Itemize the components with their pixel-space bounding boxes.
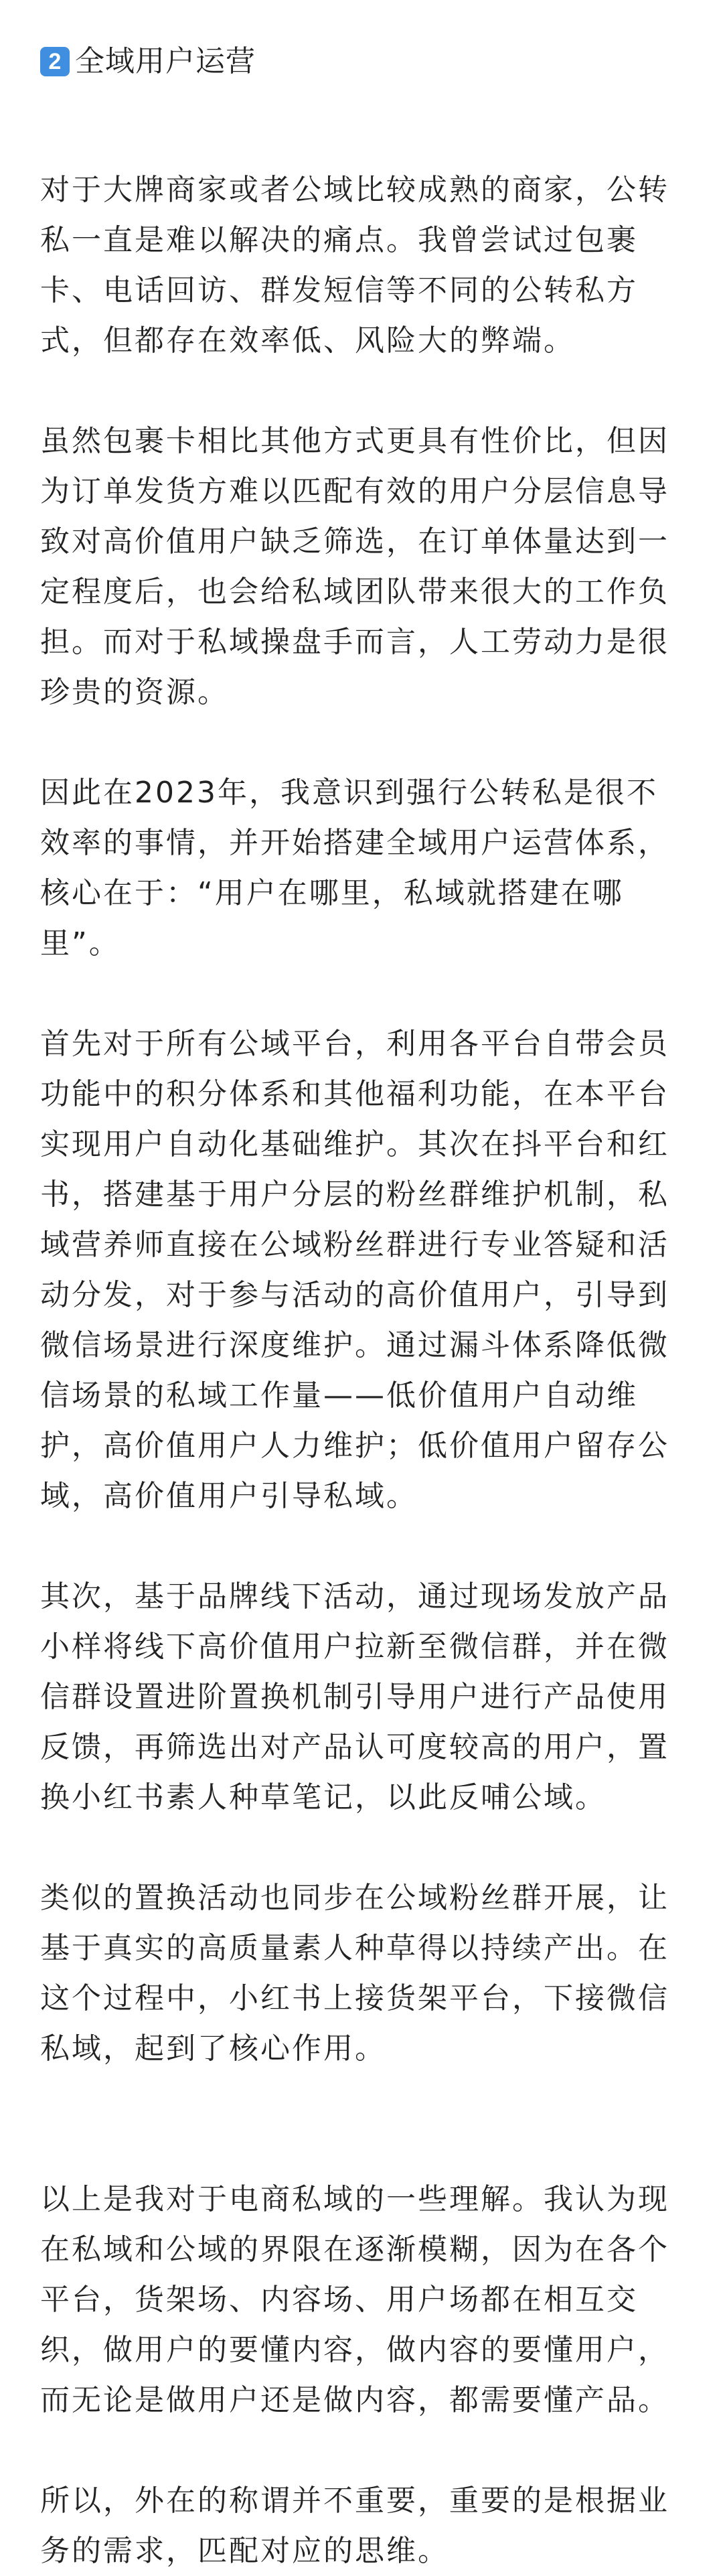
section-number-badge: 2 — [40, 47, 70, 76]
paragraph: 首先对于所有公域平台，利用各平台自带会员功能中的积分体系和其他福利功能，在本平台实现用户自动化基础维护。其次在抖平台和红书，搭建基于用户分层的粉丝群维护机制，私域营养师直接在公域粉丝群进行专业答疑和活动分发，对于参与活动的高价值用户，引导到微信场景进行深度维护。通过漏斗体系降低微信场景的私域工作量——低价值用户自动维护，高价值用户人力维护；低价值用户留存公域，高价值用户引导私域。 — [40, 1027, 669, 1513]
paragraph: 虽然包裹卡相比其他方式更具有性价比，但因为订单发货方难以匹配有效的用户分层信息导致对高价值用户缺乏筛选，在订单体量达到一定程度后，也会给私域团队带来很大的工作负担。而对于私域操盘手而言，人工劳动力是很珍贵的资源。 — [40, 424, 669, 709]
paragraph: 类似的置换活动也同步在公域粉丝群开展，让基于真实的高质量素人种草得以持续产出。在这个过程中，小红书上接货架平台，下接微信私域，起到了核心作用。 — [40, 1881, 669, 2066]
paragraph: 因此在2023年，我意识到强行公转私是很不效率的事情，并开始搭建全域用户运营体系，核心在于：“用户在哪里，私域就搭建在哪里”。 — [40, 776, 669, 960]
section-heading — [40, 32, 683, 91]
paragraph: 所以，外在的称谓并不重要，重要的是根据业务的需求，匹配对应的思维。 — [40, 2484, 669, 2568]
paragraph: 对于大牌商家或者公域比较成熟的商家，公转私一直是难以解决的痛点。我曾尝试过包裹卡、电话回访、群发短信等不同的公转私方式，但都存在效率低、风险大的弊端。 — [40, 173, 669, 358]
paragraph: 以上是我对于电商私域的一些理解。我认为现在私域和公域的界限在逐渐模糊，因为在各个平台，货架场、内容场、用户场都在相互交织，做用户的要懂内容，做内容的要懂用户，而无论是做用户还是做内容，都需要懂产品。 — [40, 2182, 669, 2417]
paragraph: 其次，基于品牌线下活动，通过现场发放产品小样将线下高价值用户拉新至微信群，并在微信群设置进阶置换机制引导用户进行产品使用反馈，再筛选出对产品认可度较高的用户，置换小红书素人种草笔记，以此反哺公域。 — [40, 1579, 669, 1814]
section-title: 全域用户运营 — [75, 44, 256, 78]
